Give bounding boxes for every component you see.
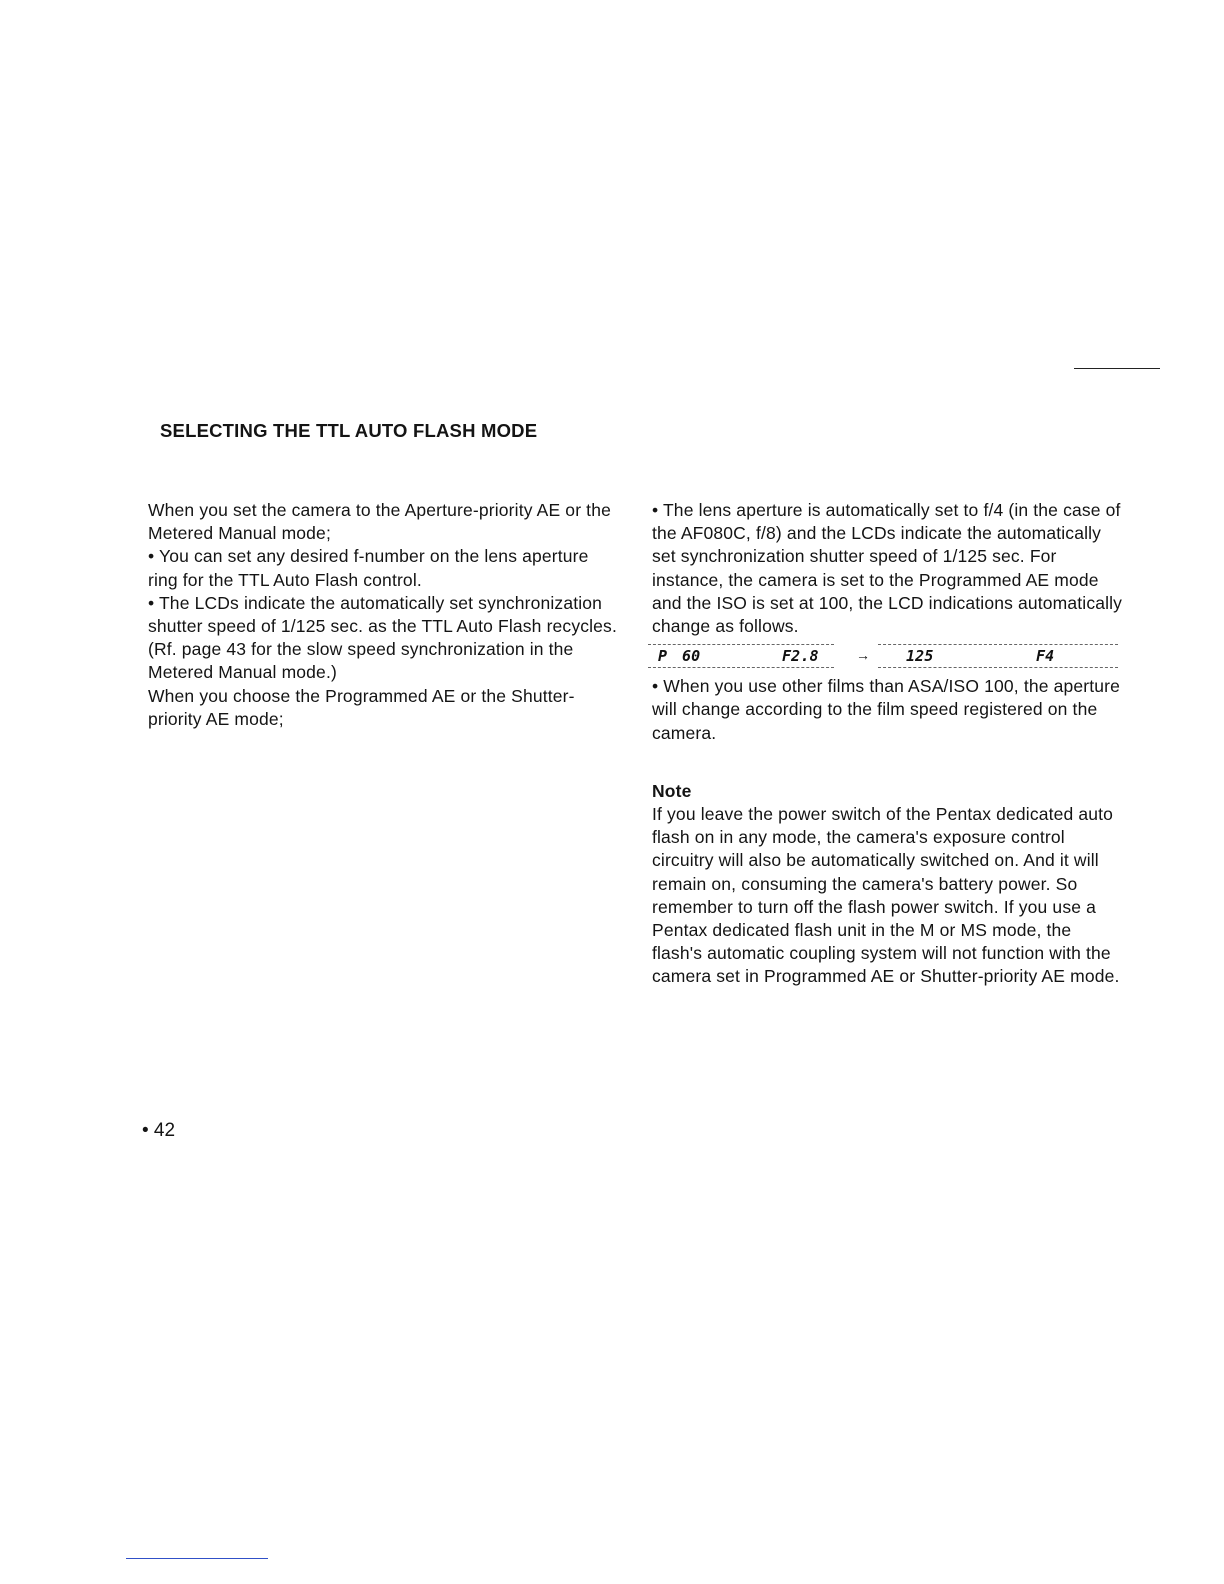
- lcd-after-panel: [878, 644, 1118, 668]
- top-right-rule: [1074, 368, 1160, 369]
- note-body: If you leave the power switch of the Pentax dedicated auto flash on in any mode, the camera's exposure control circuitry will also be automatically switched on. And it will remain on, consuming the camera's battery power. So remember to turn off the flash power switch. If you use a Pentax dedicated flash unit in the M or MS mode, the flash's automatic coupling system will not function with the camera set in Programmed AE or Shutter-priority AE mode.: [652, 804, 1120, 987]
- right-column: [652, 499, 1126, 989]
- lcd-indication-diagram: [648, 642, 1122, 672]
- bottom-left-rule: [126, 1558, 268, 1559]
- left-column: [148, 499, 618, 731]
- lcd-shutter-after: 125: [906, 647, 934, 666]
- lcd-aperture-before: F2.8: [782, 647, 819, 666]
- right-bullet-other-films: • When you use other films than ASA/ISO 100, the aperture will change according to the film speed registered on the camera.: [652, 676, 1120, 743]
- page-number: • 42: [142, 1120, 176, 1141]
- lcd-before-panel: [648, 644, 834, 668]
- lcd-mode-indicator: P: [658, 647, 668, 666]
- left-paragraph-programmed-ae: When you choose the Programmed AE or the Shutter-priority AE mode;: [148, 685, 575, 729]
- lcd-shutter-before: 60: [682, 647, 701, 666]
- left-bullet-f-number: • You can set any desired f-number on the lens aperture ring for the TTL Auto Flash control.: [148, 546, 589, 590]
- lcd-aperture-after: F4: [1036, 647, 1055, 666]
- left-bullet-lcd-sync: • The LCDs indicate the automatically set synchronization shutter speed of 1/125 sec. as the TTL Auto Flash recycles. (Rf. page 43 for the slow speed synchronization in the Metered Manual mode.): [148, 592, 617, 683]
- left-paragraph-aperture-priority: When you set the camera to the Aperture-priority AE or the Metered Manual mode;: [148, 500, 611, 544]
- right-bullet-lens-aperture: • The lens aperture is automatically set to f/4 (in the case of the AF080C, f/8) and the LCDs indicate the automatically set synchronization shutter speed of 1/125 sec. For instance, the camera is set to the Programmed AE mode and the ISO is set at 100, the LCD indications automatically change as follows.: [652, 500, 1123, 637]
- page-heading: SELECTING THE TTL AUTO FLASH MODE: [160, 420, 538, 441]
- note-title: Note: [652, 780, 692, 801]
- lcd-change-arrow-icon: →: [856, 647, 871, 664]
